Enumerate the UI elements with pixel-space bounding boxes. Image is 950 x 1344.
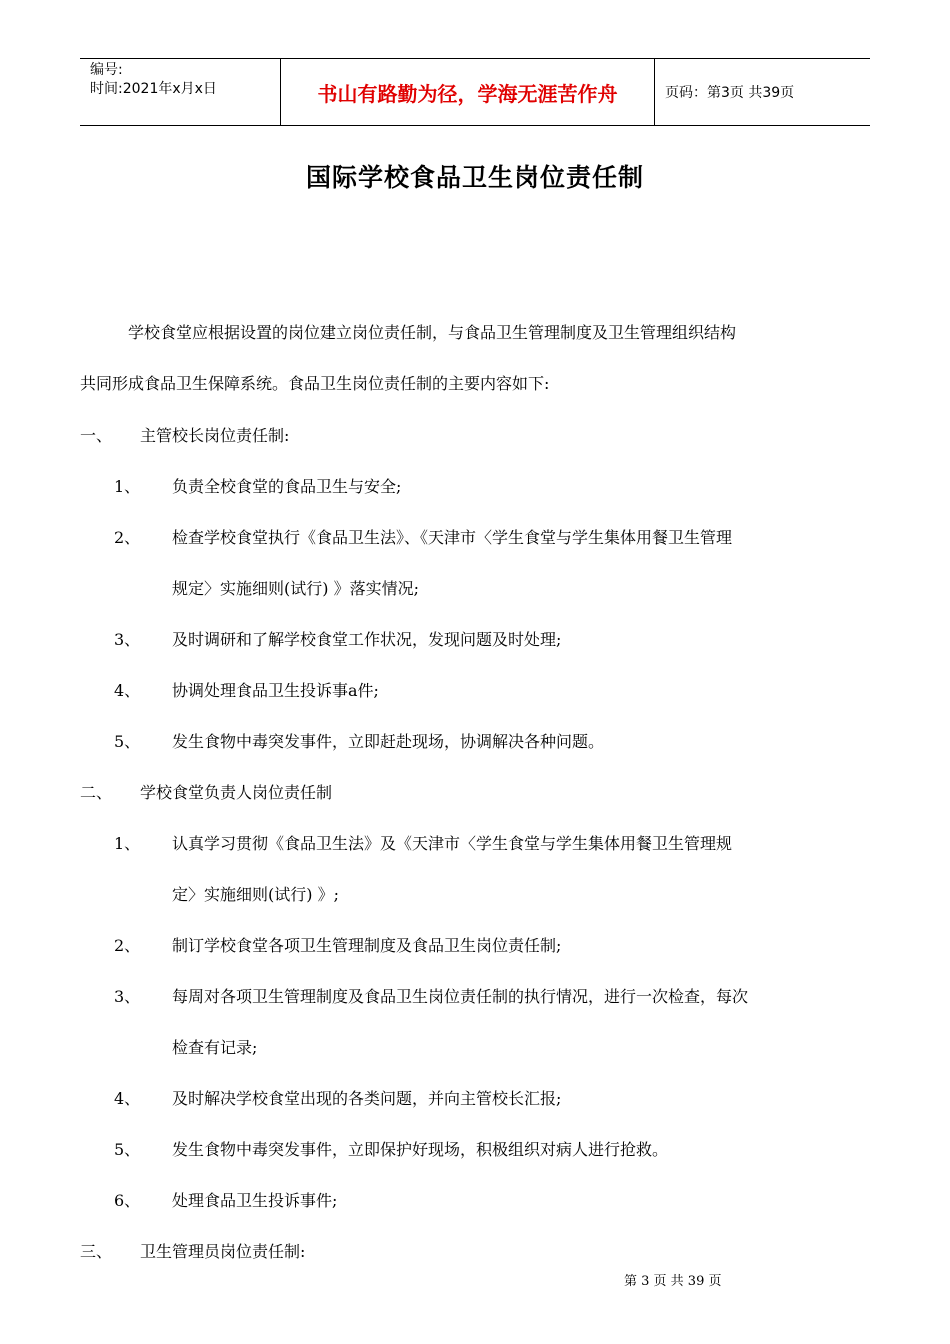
code-label: 编号: — [90, 62, 123, 78]
section-heading: 学校食堂负责人岗位责任制 — [140, 783, 333, 802]
list-item-text: 及时调研和了解学校食堂工作状况，发现问题及时处理; — [172, 630, 562, 649]
list-item-number: 3、 — [114, 630, 141, 649]
list-item-number: 4、 — [114, 1089, 141, 1108]
header-motto: 书山有路勤为径，学海无涯苦作舟 — [281, 59, 655, 125]
intro-line-2: 共同形成食品卫生保障系统。食品卫生岗位责任制的主要内容如下: — [80, 374, 550, 393]
header-meta — [80, 59, 281, 125]
list-item-text: 及时解决学校食堂出现的各类问题，并向主管校长汇报; — [172, 1089, 562, 1108]
section-heading: 主管校长岗位责任制: — [140, 426, 290, 445]
list-item-text-continued: 规定〉实施细则(试行) 》落实情况; — [172, 579, 419, 598]
list-item-number: 4、 — [114, 681, 141, 700]
list-item-number: 5、 — [114, 732, 141, 751]
section-number: 二、 — [80, 783, 113, 802]
page-footer: 第 3 页 共 39 页 — [624, 1274, 722, 1289]
list-item-text: 负责全校食堂的食品卫生与安全; — [172, 477, 402, 496]
list-item-text: 每周对各项卫生管理制度及食品卫生岗位责任制的执行情况，进行一次检查，每次 — [172, 987, 749, 1006]
list-item-number: 2、 — [114, 936, 141, 955]
list-item-text: 协调处理食品卫生投诉事a件; — [172, 681, 379, 700]
list-item-text: 处理食品卫生投诉事件; — [172, 1191, 338, 1210]
list-item-number: 2、 — [114, 528, 141, 547]
section-number: 三、 — [80, 1242, 113, 1261]
list-item-number: 1、 — [114, 477, 141, 496]
section-number: 一、 — [80, 426, 113, 445]
list-item-number: 6、 — [114, 1191, 141, 1210]
list-item-text: 发生食物中毒突发事件，立即保护好现场，积极组织对病人进行抢救。 — [172, 1140, 669, 1159]
list-item-text-continued: 定〉实施细则(试行) 》; — [172, 885, 339, 904]
list-item-text-continued: 检查有记录; — [172, 1038, 258, 1057]
intro-line-1: 学校食堂应根据设置的岗位建立岗位责任制，与食品卫生管理制度及卫生管理组织结构 — [128, 323, 737, 342]
list-item-number: 1、 — [114, 834, 141, 853]
document-title: 国际学校食品卫生岗位责任制 — [305, 163, 644, 192]
section-heading: 卫生管理员岗位责任制: — [140, 1242, 306, 1261]
time-label: 时间:2021年x月x日 — [90, 81, 217, 97]
list-item-text: 制订学校食堂各项卫生管理制度及食品卫生岗位责任制; — [172, 936, 562, 955]
list-item-text: 发生食物中毒突发事件，立即赶赴现场，协调解决各种问题。 — [172, 732, 605, 751]
list-item-number: 3、 — [114, 987, 141, 1006]
list-item-text: 检查学校食堂执行《食品卫生法》、《天津市〈学生食堂与学生集体用餐卫生管理 — [172, 528, 733, 547]
page-header — [80, 58, 870, 126]
list-item-number: 5、 — [114, 1140, 141, 1159]
list-item-text: 认真学习贯彻《食品卫生法》及《天津市〈学生食堂与学生集体用餐卫生管理规 — [172, 834, 733, 853]
header-page-info: 页码：第3页 共39页 — [665, 85, 795, 101]
